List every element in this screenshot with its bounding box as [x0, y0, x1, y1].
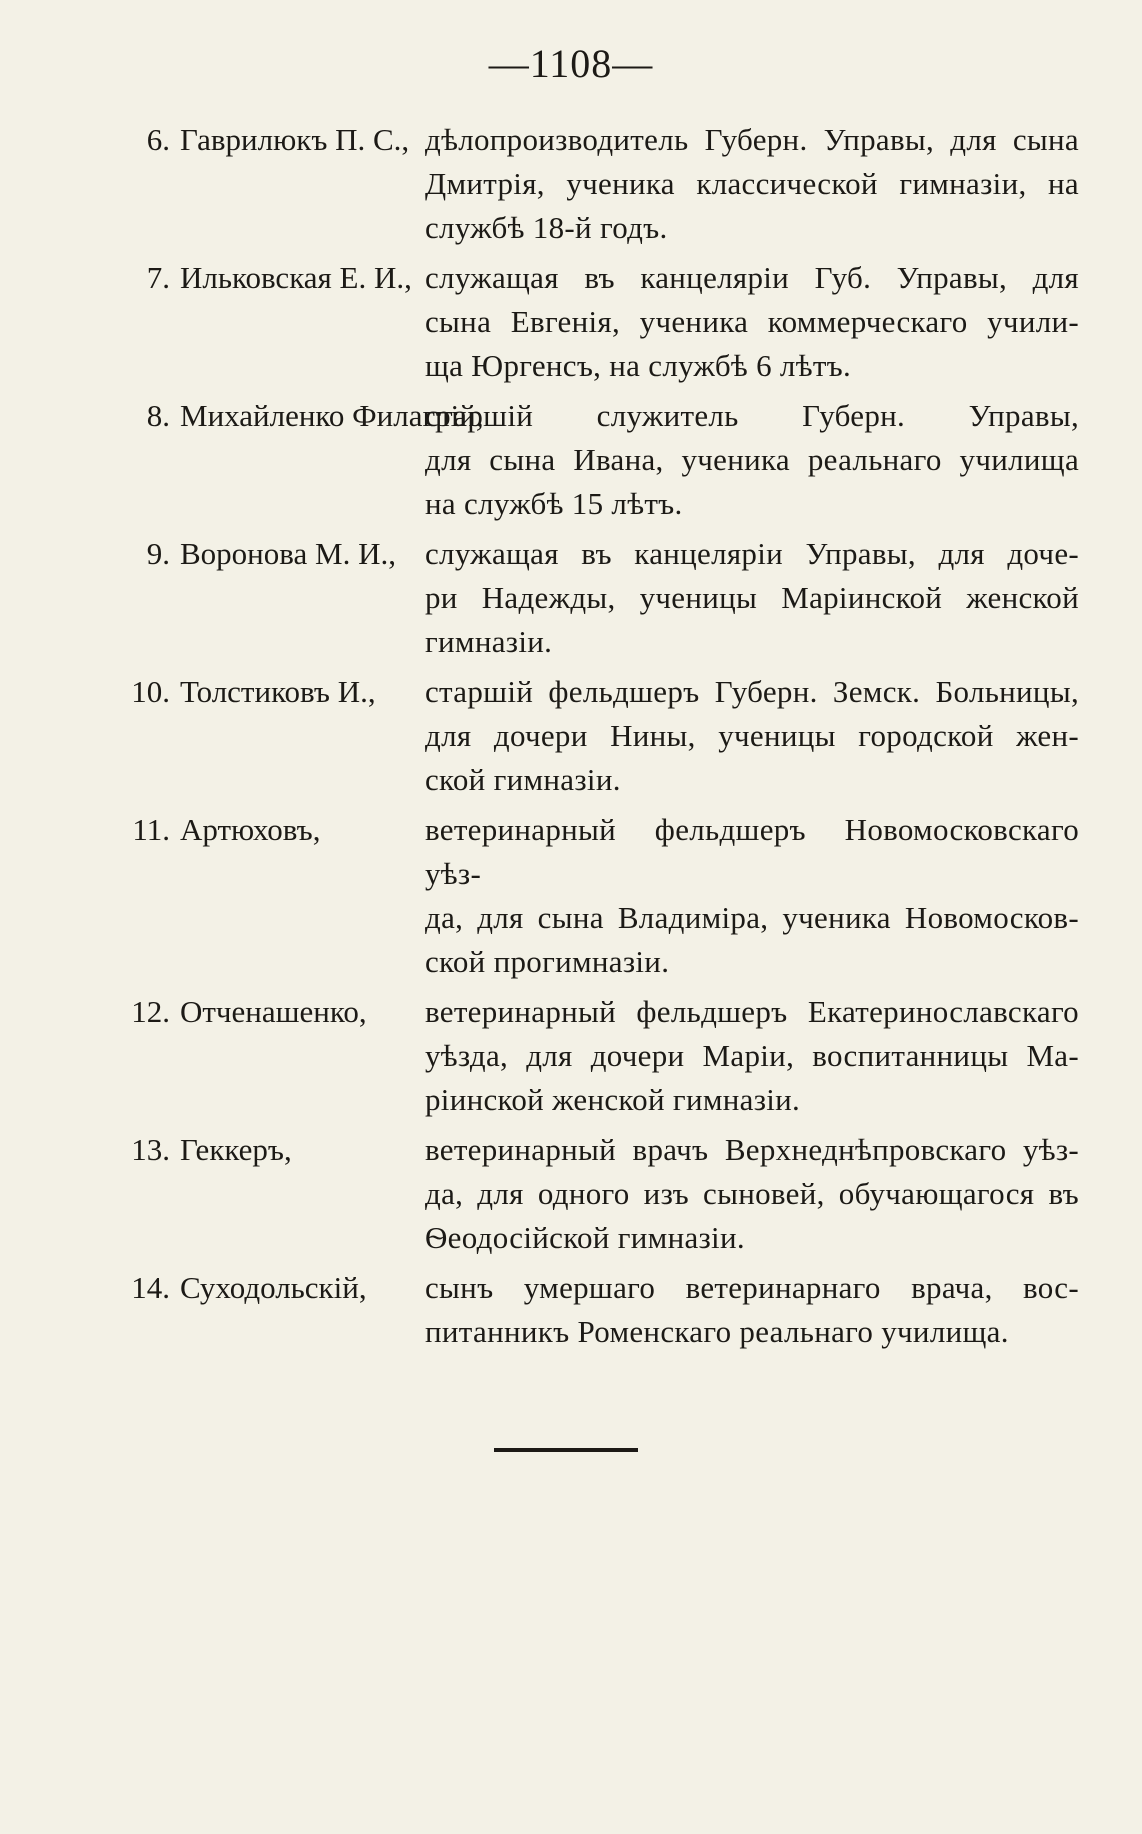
entry-line: да, для одного изъ сыновей, обучающагося въ: [425, 1176, 1079, 1211]
list-entry: [0, 1266, 1142, 1354]
list-entry: [0, 532, 1142, 664]
entry-description: [425, 394, 1079, 526]
entry-number: 6.: [146, 122, 170, 157]
entry-line: ской прогимназіи.: [425, 944, 670, 979]
entry-number: 12.: [131, 994, 170, 1029]
entry-description: [425, 1128, 1079, 1260]
entry-line: да, для сына Владиміра, ученика Новомосков-: [425, 900, 1079, 935]
entry-line: службѣ 18-й годъ.: [425, 210, 668, 245]
list-entry: [0, 256, 1142, 388]
entry-name: Толстиковъ И.,: [180, 674, 376, 709]
entry-number: 14.: [131, 1270, 170, 1305]
entry-name: Ильковская Е. И.,: [180, 260, 412, 295]
entry-name: Суходольскій,: [180, 1270, 367, 1305]
list-entry: [0, 808, 1142, 984]
entry-line: гимназіи.: [425, 624, 553, 659]
entry-line: ветеринарный фельдшеръ Новомосковскаго уѣз-: [425, 812, 1079, 891]
list-entry: [0, 394, 1142, 526]
entry-description: [425, 990, 1079, 1122]
entry-line: для сына Ивана, ученика реальнаго училища: [425, 442, 1079, 477]
entry-name: Михайленко Филагрій,: [180, 398, 484, 433]
list-entry: [0, 990, 1142, 1122]
entry-line: старшій фельдшеръ Губерн. Земск. Больницы,: [425, 674, 1079, 709]
list-entry: [0, 670, 1142, 802]
entry-line: питанникъ Роменскаго реальнаго училища.: [425, 1314, 1009, 1349]
entry-line: ветеринарный врачъ Верхнеднѣпровскаго уѣз-: [425, 1132, 1079, 1167]
entry-line: дѣлопроизводитель Губерн. Управы, для сына: [425, 122, 1079, 157]
entry-name: Отченашенко,: [180, 994, 367, 1029]
entry-line: для дочери Нины, ученицы городской жен-: [425, 718, 1079, 753]
entry-name: Геккеръ,: [180, 1132, 292, 1167]
entry-number: 8.: [146, 398, 170, 433]
entry-line: сынъ умершаго ветеринарнаго врача, вос-: [425, 1270, 1079, 1305]
section-divider: [494, 1448, 638, 1452]
entry-number: 7.: [146, 260, 170, 295]
entry-line: ветеринарный фельдшеръ Екатеринославскаго: [425, 994, 1079, 1029]
entry-number: 10.: [131, 674, 170, 709]
entry-line: уѣзда, для дочери Маріи, воспитанницы Ма-: [425, 1038, 1079, 1073]
entry-description: [425, 1266, 1079, 1354]
entry-description: [425, 808, 1079, 984]
entry-list: [0, 118, 1142, 1360]
entry-line: старшій служитель Губерн. Управы,: [425, 398, 1079, 433]
entry-line: ща Юргенсъ, на службѣ 6 лѣтъ.: [425, 348, 852, 383]
entry-line: Ѳеодосійской гимназіи.: [425, 1220, 745, 1255]
entry-line: служащая въ канцеляріи Управы, для доче-: [425, 536, 1079, 571]
list-entry: [0, 118, 1142, 250]
entry-line: Дмитрія, ученика классической гимназіи, на: [425, 166, 1079, 201]
entry-number: 13.: [131, 1132, 170, 1167]
entry-description: [425, 670, 1079, 802]
entry-name: Воронова М. И.,: [180, 536, 396, 571]
entry-name: Артюховъ,: [180, 812, 321, 847]
entry-line: ри Надежды, ученицы Маріинской женской: [425, 580, 1079, 615]
entry-description: [425, 256, 1079, 388]
list-entry: [0, 1128, 1142, 1260]
entry-line: сына Евгенія, ученика коммерческаго учили-: [425, 304, 1079, 339]
entry-description: [425, 532, 1079, 664]
entry-number: 11.: [132, 812, 170, 847]
entry-line: ской гимназіи.: [425, 762, 621, 797]
entry-description: [425, 118, 1079, 250]
page-number: —1108—: [488, 41, 654, 86]
entry-number: 9.: [146, 536, 170, 571]
entry-line: ріинской женской гимназіи.: [425, 1082, 801, 1117]
entry-name: Гаврилюкъ П. С.,: [180, 122, 410, 157]
entry-line: на службѣ 15 лѣтъ.: [425, 486, 683, 521]
entry-line: служащая въ канцеляріи Губ. Управы, для: [425, 260, 1079, 295]
